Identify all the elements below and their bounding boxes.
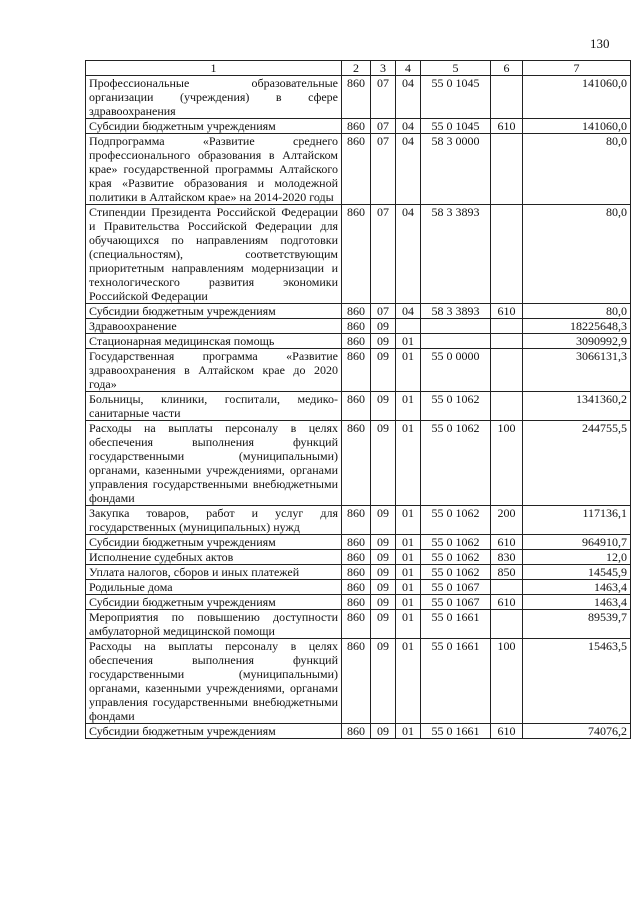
item-name: Субсидии бюджетным учреждениям — [86, 595, 342, 610]
expense-type-code: 610 — [491, 724, 523, 739]
table-row — [86, 535, 631, 550]
subsection-code: 01 — [396, 392, 421, 421]
amount: 141060,0 — [523, 76, 631, 119]
subsection-code: 01 — [396, 580, 421, 595]
subsection-code: 04 — [396, 304, 421, 319]
target-article-code: 55 0 1062 — [421, 550, 491, 565]
table-row — [86, 421, 631, 506]
subsection-code: 01 — [396, 349, 421, 392]
item-name: Исполнение судебных актов — [86, 550, 342, 565]
amount: 74076,2 — [523, 724, 631, 739]
subsection-code: 04 — [396, 119, 421, 134]
table-row — [86, 205, 631, 304]
expense-type-code — [491, 392, 523, 421]
expense-type-code: 200 — [491, 506, 523, 535]
section-code: 09 — [371, 535, 396, 550]
section-code: 09 — [371, 639, 396, 724]
column-header: 3 — [371, 61, 396, 76]
ministry-code: 860 — [342, 610, 371, 639]
ministry-code: 860 — [342, 134, 371, 205]
table-row — [86, 565, 631, 580]
amount: 18225648,3 — [523, 319, 631, 334]
expense-type-code: 850 — [491, 565, 523, 580]
table-row — [86, 595, 631, 610]
table-row — [86, 580, 631, 595]
target-article-code: 55 0 1062 — [421, 506, 491, 535]
subsection-code: 04 — [396, 134, 421, 205]
target-article-code — [421, 319, 491, 334]
table-row — [86, 550, 631, 565]
amount: 15463,5 — [523, 639, 631, 724]
section-code: 09 — [371, 392, 396, 421]
target-article-code: 55 0 1045 — [421, 119, 491, 134]
item-name: Расходы на выплаты персоналу в целях обеспечения выполнения функций государственными (муниципальными) органами, казенными учреждениями, органами управления государственными внебюджетными фондами — [86, 639, 342, 724]
subsection-code: 01 — [396, 334, 421, 349]
amount: 80,0 — [523, 205, 631, 304]
section-code: 09 — [371, 506, 396, 535]
target-article-code: 55 0 1661 — [421, 724, 491, 739]
target-article-code: 58 3 0000 — [421, 134, 491, 205]
table-row — [86, 392, 631, 421]
expense-type-code — [491, 610, 523, 639]
budget-table — [85, 60, 631, 739]
item-name: Субсидии бюджетным учреждениям — [86, 724, 342, 739]
table-row — [86, 506, 631, 535]
amount: 244755,5 — [523, 421, 631, 506]
ministry-code: 860 — [342, 349, 371, 392]
section-code: 07 — [371, 134, 396, 205]
section-code: 09 — [371, 349, 396, 392]
expense-type-code: 610 — [491, 119, 523, 134]
ministry-code: 860 — [342, 205, 371, 304]
section-code: 07 — [371, 119, 396, 134]
target-article-code: 55 0 1045 — [421, 76, 491, 119]
table-header-row — [86, 61, 631, 76]
amount: 964910,7 — [523, 535, 631, 550]
target-article-code — [421, 334, 491, 349]
expense-type-code: 830 — [491, 550, 523, 565]
table-row — [86, 724, 631, 739]
section-code: 07 — [371, 304, 396, 319]
amount: 80,0 — [523, 134, 631, 205]
ministry-code: 860 — [342, 550, 371, 565]
subsection-code: 01 — [396, 421, 421, 506]
section-code: 09 — [371, 580, 396, 595]
section-code: 09 — [371, 319, 396, 334]
target-article-code: 55 0 1661 — [421, 610, 491, 639]
ministry-code: 860 — [342, 506, 371, 535]
amount: 141060,0 — [523, 119, 631, 134]
target-article-code: 55 0 1661 — [421, 639, 491, 724]
subsection-code: 04 — [396, 205, 421, 304]
subsection-code: 04 — [396, 76, 421, 119]
subsection-code: 01 — [396, 535, 421, 550]
section-code: 09 — [371, 610, 396, 639]
item-name: Стационарная медицинская помощь — [86, 334, 342, 349]
item-name: Уплата налогов, сборов и иных платежей — [86, 565, 342, 580]
subsection-code: 01 — [396, 595, 421, 610]
section-code: 09 — [371, 595, 396, 610]
amount: 80,0 — [523, 304, 631, 319]
section-code: 09 — [371, 565, 396, 580]
amount: 12,0 — [523, 550, 631, 565]
table-row — [86, 76, 631, 119]
ministry-code: 860 — [342, 392, 371, 421]
amount: 117136,1 — [523, 506, 631, 535]
item-name: Расходы на выплаты персоналу в целях обеспечения выполнения функций государственными (муниципальными) органами, казенными учреждениями, органами управления государственными внебюджетными фондами — [86, 421, 342, 506]
ministry-code: 860 — [342, 119, 371, 134]
table-row — [86, 610, 631, 639]
section-code: 09 — [371, 550, 396, 565]
expense-type-code: 610 — [491, 595, 523, 610]
amount: 3066131,3 — [523, 349, 631, 392]
item-name: Субсидии бюджетным учреждениям — [86, 535, 342, 550]
expense-type-code — [491, 580, 523, 595]
expense-type-code — [491, 319, 523, 334]
page-number: 130 — [590, 36, 610, 51]
ministry-code: 860 — [342, 595, 371, 610]
expense-type-code: 610 — [491, 304, 523, 319]
ministry-code: 860 — [342, 304, 371, 319]
table-row — [86, 134, 631, 205]
subsection-code: 01 — [396, 610, 421, 639]
ministry-code: 860 — [342, 76, 371, 119]
ministry-code: 860 — [342, 421, 371, 506]
ministry-code: 860 — [342, 535, 371, 550]
ministry-code: 860 — [342, 334, 371, 349]
column-header: 2 — [342, 61, 371, 76]
amount: 1463,4 — [523, 595, 631, 610]
section-code: 09 — [371, 334, 396, 349]
table-row — [86, 334, 631, 349]
subsection-code: 01 — [396, 565, 421, 580]
table-row — [86, 639, 631, 724]
expense-type-code: 100 — [491, 421, 523, 506]
subsection-code — [396, 319, 421, 334]
column-header: 7 — [523, 61, 631, 76]
section-code: 07 — [371, 76, 396, 119]
ministry-code: 860 — [342, 565, 371, 580]
section-code: 09 — [371, 421, 396, 506]
target-article-code: 55 0 1062 — [421, 392, 491, 421]
amount: 1341360,2 — [523, 392, 631, 421]
section-code: 09 — [371, 724, 396, 739]
subsection-code: 01 — [396, 724, 421, 739]
expense-type-code: 100 — [491, 639, 523, 724]
table-row — [86, 349, 631, 392]
table-row — [86, 319, 631, 334]
ministry-code: 860 — [342, 319, 371, 334]
item-name: Субсидии бюджетным учреждениям — [86, 304, 342, 319]
ministry-code: 860 — [342, 580, 371, 595]
expense-type-code — [491, 334, 523, 349]
target-article-code: 58 3 3893 — [421, 205, 491, 304]
item-name: Профессиональные образовательные организации (учреждения) в сфере здравоохранения — [86, 76, 342, 119]
expense-type-code — [491, 205, 523, 304]
table-row — [86, 304, 631, 319]
column-header: 5 — [421, 61, 491, 76]
target-article-code: 58 3 3893 — [421, 304, 491, 319]
target-article-code: 55 0 1062 — [421, 565, 491, 580]
section-code: 07 — [371, 205, 396, 304]
column-header: 4 — [396, 61, 421, 76]
item-name: Стипендии Президента Российской Федерации и Правительства Российской Федерации для обучающихся по направлениям подготовки (специальностям), соответствующим приоритетным направлениям модернизации и технологического развития экономики Российской Федерации — [86, 205, 342, 304]
table-body — [86, 76, 631, 739]
amount: 1463,4 — [523, 580, 631, 595]
column-header: 1 — [86, 61, 342, 76]
ministry-code: 860 — [342, 724, 371, 739]
target-article-code: 55 0 1067 — [421, 595, 491, 610]
table-row — [86, 119, 631, 134]
item-name: Больницы, клиники, госпитали, медико-санитарные части — [86, 392, 342, 421]
target-article-code: 55 0 1062 — [421, 535, 491, 550]
subsection-code: 01 — [396, 506, 421, 535]
item-name: Закупка товаров, работ и услуг для государственных (муниципальных) нужд — [86, 506, 342, 535]
item-name: Родильные дома — [86, 580, 342, 595]
item-name: Подпрограмма «Развитие среднего профессионального образования в Алтайском крае» государственной программы Алтайского края «Развитие образования и молодежной политики в Алтайском крае» на 2014-2020 годы — [86, 134, 342, 205]
column-header: 6 — [491, 61, 523, 76]
expense-type-code: 610 — [491, 535, 523, 550]
expense-type-code — [491, 134, 523, 205]
expense-type-code — [491, 349, 523, 392]
target-article-code: 55 0 0000 — [421, 349, 491, 392]
amount: 3090992,9 — [523, 334, 631, 349]
item-name: Субсидии бюджетным учреждениям — [86, 119, 342, 134]
item-name: Здравоохранение — [86, 319, 342, 334]
amount: 14545,9 — [523, 565, 631, 580]
amount: 89539,7 — [523, 610, 631, 639]
ministry-code: 860 — [342, 639, 371, 724]
subsection-code: 01 — [396, 550, 421, 565]
item-name: Мероприятия по повышению доступности амбулаторной медицинской помощи — [86, 610, 342, 639]
item-name: Государственная программа «Развитие здравоохранения в Алтайском крае до 2020 года» — [86, 349, 342, 392]
expense-type-code — [491, 76, 523, 119]
subsection-code: 01 — [396, 639, 421, 724]
target-article-code: 55 0 1062 — [421, 421, 491, 506]
target-article-code: 55 0 1067 — [421, 580, 491, 595]
